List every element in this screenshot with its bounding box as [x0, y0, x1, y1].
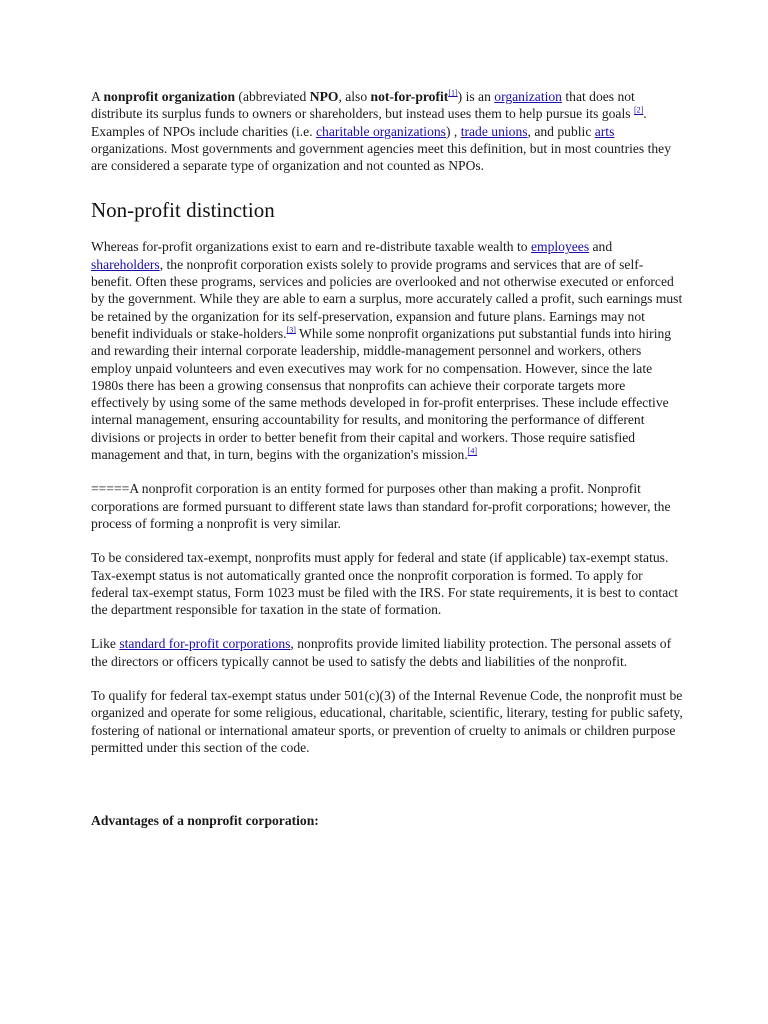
- intro-text: organizations. Most governments and government agencies meet this definition, but in most countries they are considered a separate type of organization and not counted as NPOs.: [91, 140, 672, 174]
- distinction-text: , the nonprofit corporation exists solely to provide programs and services that are of self-benefit. Often these programs, services and policies are overlooked and not otherwise executed or enforced by the government. While they are able to earn a surplus, more accurately called a profit, such earnings must be retained by the organization for its self-preservation, expansion and future plans. Earnings may not benefit individuals or stake-holders.: [91, 256, 683, 341]
- advantages-heading-text: Advantages of a nonprofit corporation:: [91, 813, 319, 829]
- distinction-paragraph: [91, 238, 683, 463]
- tax-exempt-paragraph: To be considered tax-exempt, nonprofits must apply for federal and state (if applicable) tax-exempt status. Tax-exempt status is not automatically granted once the nonprofit corporation is formed. To apply for federal tax-exempt status, Form 1023 must be filed with the IRS. For state requirements, it is best to contact the department responsible for taxation in the state of formation.: [91, 550, 679, 618]
- section-heading-distinction: Non-profit distinction: [91, 198, 275, 223]
- charitable-organizations-link[interactable]: charitable organizations: [316, 123, 446, 139]
- document-body: [91, 88, 683, 830]
- term-nonprofit-organization: nonprofit organization: [103, 89, 236, 104]
- intro-text: ) is an: [457, 89, 495, 104]
- reference-2[interactable]: [634, 106, 643, 115]
- intro-text: that does not distribute its surplus funds to owners or shareholders, but instead uses them to help pursue its goals: [91, 89, 635, 122]
- reference-4-link[interactable]: [4]: [467, 446, 478, 456]
- intro-text: , and public: [527, 123, 595, 139]
- intro-text: (abbreviated: [235, 89, 310, 104]
- term-not-for-profit: not-for-profit: [370, 89, 449, 104]
- liability-text: Like: [91, 636, 120, 652]
- reference-3-link[interactable]: [3]: [286, 325, 296, 335]
- standard-for-profit-corporations-link[interactable]: standard for-profit corporations: [119, 636, 291, 652]
- advantages-heading: [91, 812, 683, 829]
- intro-paragraph: [91, 88, 683, 174]
- intro-text: . Examples of NPOs include charities (i.e.: [91, 106, 647, 139]
- liability-paragraph: [91, 635, 683, 670]
- arts-link[interactable]: arts: [594, 123, 615, 139]
- liability-text: , nonprofits provide limited liability protection. The personal assets of the directors or officers typically cannot be used to satisfy the debts and liabilities of the nonprofit.: [91, 636, 672, 669]
- trade-unions-link[interactable]: trade unions: [460, 123, 528, 139]
- intro-text: , also: [338, 89, 371, 104]
- distinction-text: and: [589, 239, 613, 255]
- qualify-paragraph: To qualify for federal tax-exempt status under 501(c)(3) of the Internal Revenue Code, the nonprofit must be organized and operate for some religious, educational, charitable, scientific, literary, testing for public safety, fostering of national or international amateur sports, or prevention of cruelty to animals or children purpose permitted under this section of the code.: [91, 688, 683, 755]
- reference-1[interactable]: [448, 88, 457, 97]
- term-npo: NPO: [309, 89, 339, 104]
- organization-link[interactable]: organization: [494, 89, 562, 104]
- employees-link[interactable]: employees: [530, 239, 590, 255]
- corporation-paragraph: =====A nonprofit corporation is an entity formed for purposes other than making a profit. Nonprofit corporations are formed pursuant to different state laws than standard for-profit corporations; however, the process of forming a nonprofit is very similar.: [91, 481, 671, 531]
- reference-1-link[interactable]: [1]: [448, 88, 458, 98]
- reference-3[interactable]: [287, 325, 296, 334]
- distinction-text: While some nonprofit organizations put substantial funds into hiring and rewarding their internal corporate leadership, middle-management personnel and workers, others employ unpaid volunteers and even executives may work for no compensation. However, since the late 1980s there has been a growing consensus that nonprofits can achieve their corporate targets more effectively by using some of the same methods developed in for-profit enterprises. These include effective internal management, ensuring accountability for results, and monitoring the performance of different divisions or projects in order to better benefit from their capital and workers. Those require satisfied management and that, in turn, begins with the organization's mission.: [91, 325, 672, 463]
- reference-4[interactable]: [468, 447, 477, 456]
- distinction-text: Whereas for-profit organizations exist to earn and re-distribute taxable wealth to: [91, 239, 531, 255]
- intro-text: A: [91, 89, 104, 104]
- reference-2-link[interactable]: [2]: [633, 105, 644, 115]
- shareholders-link[interactable]: shareholders: [91, 256, 160, 272]
- intro-text: ) ,: [445, 123, 461, 139]
